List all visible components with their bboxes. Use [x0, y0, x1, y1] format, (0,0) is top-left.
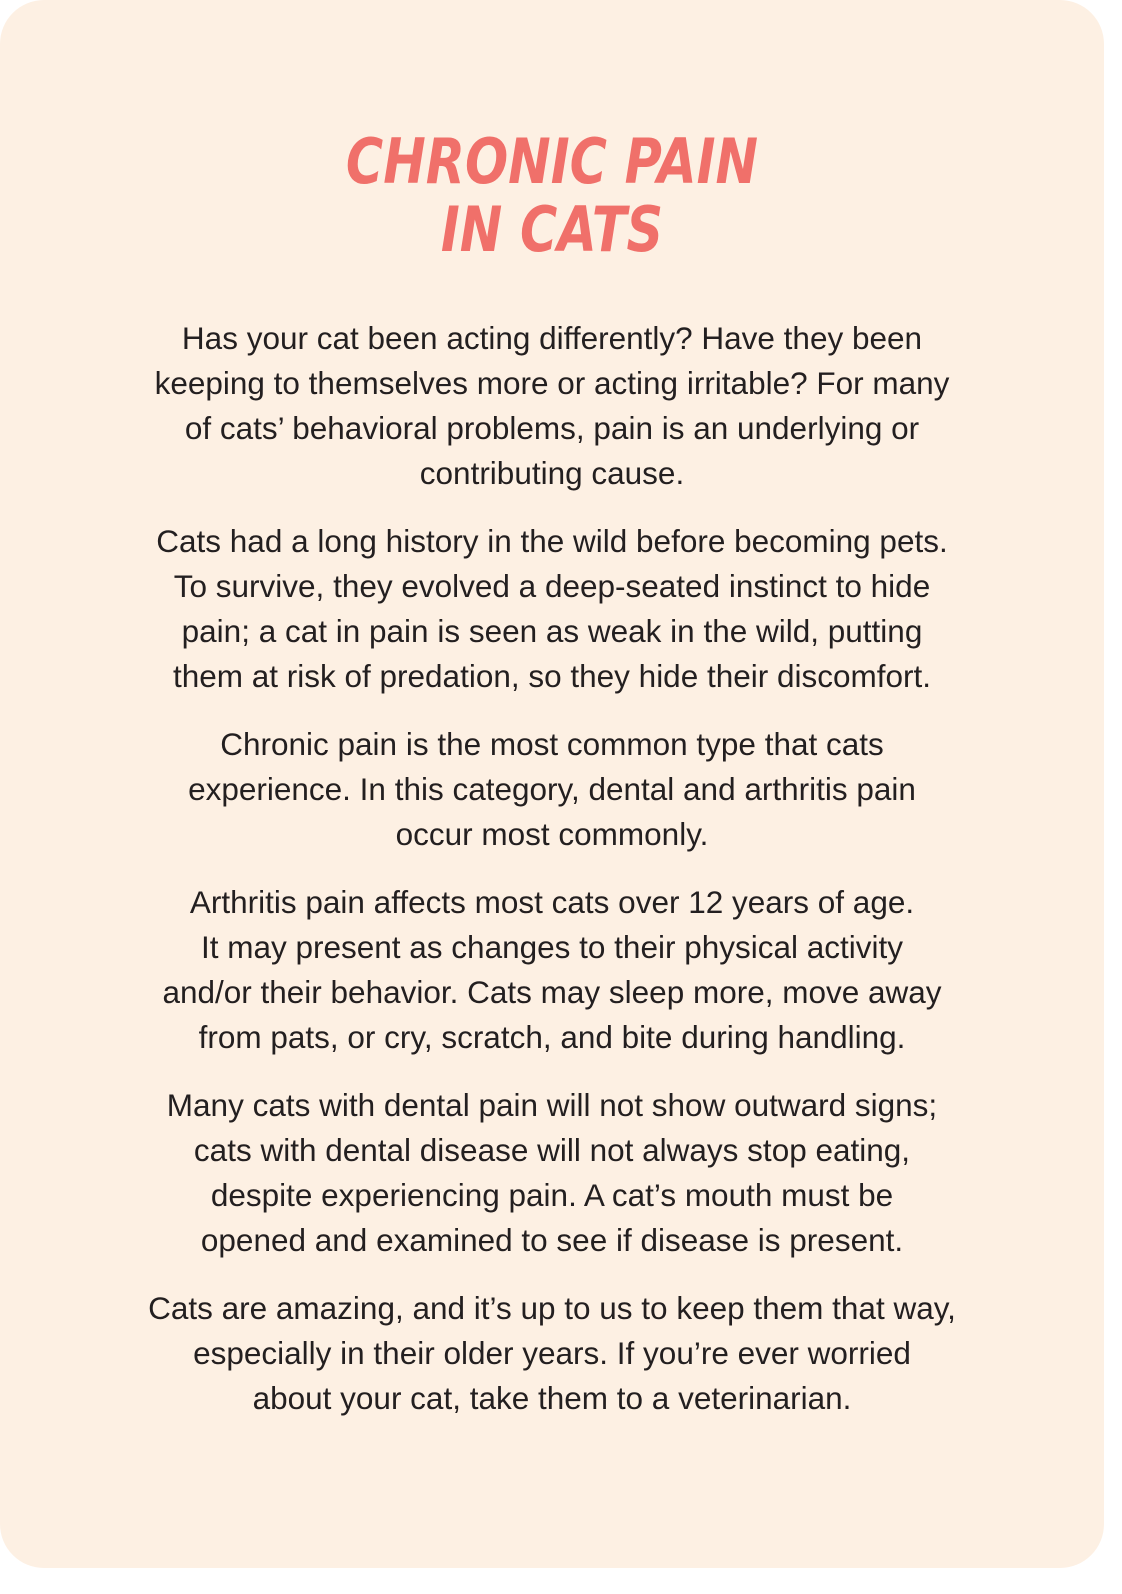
text-line: Cats are amazing, and it’s up to us to keep them that way, [148, 1290, 956, 1326]
title-line-2: IN CATS [440, 193, 664, 266]
body-text [0, 316, 1104, 1421]
text-line: about your cat, take them to a veterinarian. [252, 1380, 852, 1416]
text-line: from pats, or cry, scratch, and bite during handling. [198, 1019, 906, 1055]
text-line: of cats’ behavioral problems, pain is an underlying or [184, 410, 920, 446]
paragraph-history [60, 519, 1044, 699]
text-line: despite experiencing pain. A cat’s mouth must be [210, 1177, 894, 1213]
text-line: cats with dental disease will not always stop eating, [193, 1132, 911, 1168]
paragraph-dental [60, 1083, 1044, 1263]
text-line: Chronic pain is the most common type that cats [220, 726, 884, 762]
text-line: keeping to themselves more or acting irritable? For many [154, 365, 950, 401]
text-line: pain; a cat in pain is seen as weak in the wild, putting [181, 613, 923, 649]
paragraph-chronic [60, 722, 1044, 857]
paragraph-conclusion [60, 1286, 1044, 1421]
text-line: them at risk of predation, so they hide their discomfort. [172, 658, 932, 694]
text-line: especially in their older years. If you’re ever worried [193, 1335, 911, 1371]
paragraph-arthritis [60, 880, 1044, 1060]
text-line: Cats had a long history in the wild before becoming pets. [156, 523, 948, 559]
text-line: It may present as changes to their physical activity [200, 929, 904, 965]
text-line: Arthritis pain affects most cats over 12 years of age. [189, 884, 915, 920]
paragraph-intro [60, 316, 1044, 496]
text-line: experience. In this category, dental and arthritis pain [188, 771, 916, 807]
title-line-1: CHRONIC PAIN [345, 125, 759, 198]
text-line: Has your cat been acting differently? Have they been [181, 320, 923, 356]
page-title [99, 125, 1004, 266]
text-line: To survive, they evolved a deep-seated instinct to hide [173, 568, 931, 604]
text-line: opened and examined to see if disease is present. [200, 1222, 904, 1258]
text-line: contributing cause. [419, 455, 685, 491]
text-line: and/or their behavior. Cats may sleep more, move away [162, 974, 942, 1010]
text-line: occur most commonly. [395, 816, 709, 852]
text-line: Many cats with dental pain will not show outward signs; [166, 1087, 938, 1123]
